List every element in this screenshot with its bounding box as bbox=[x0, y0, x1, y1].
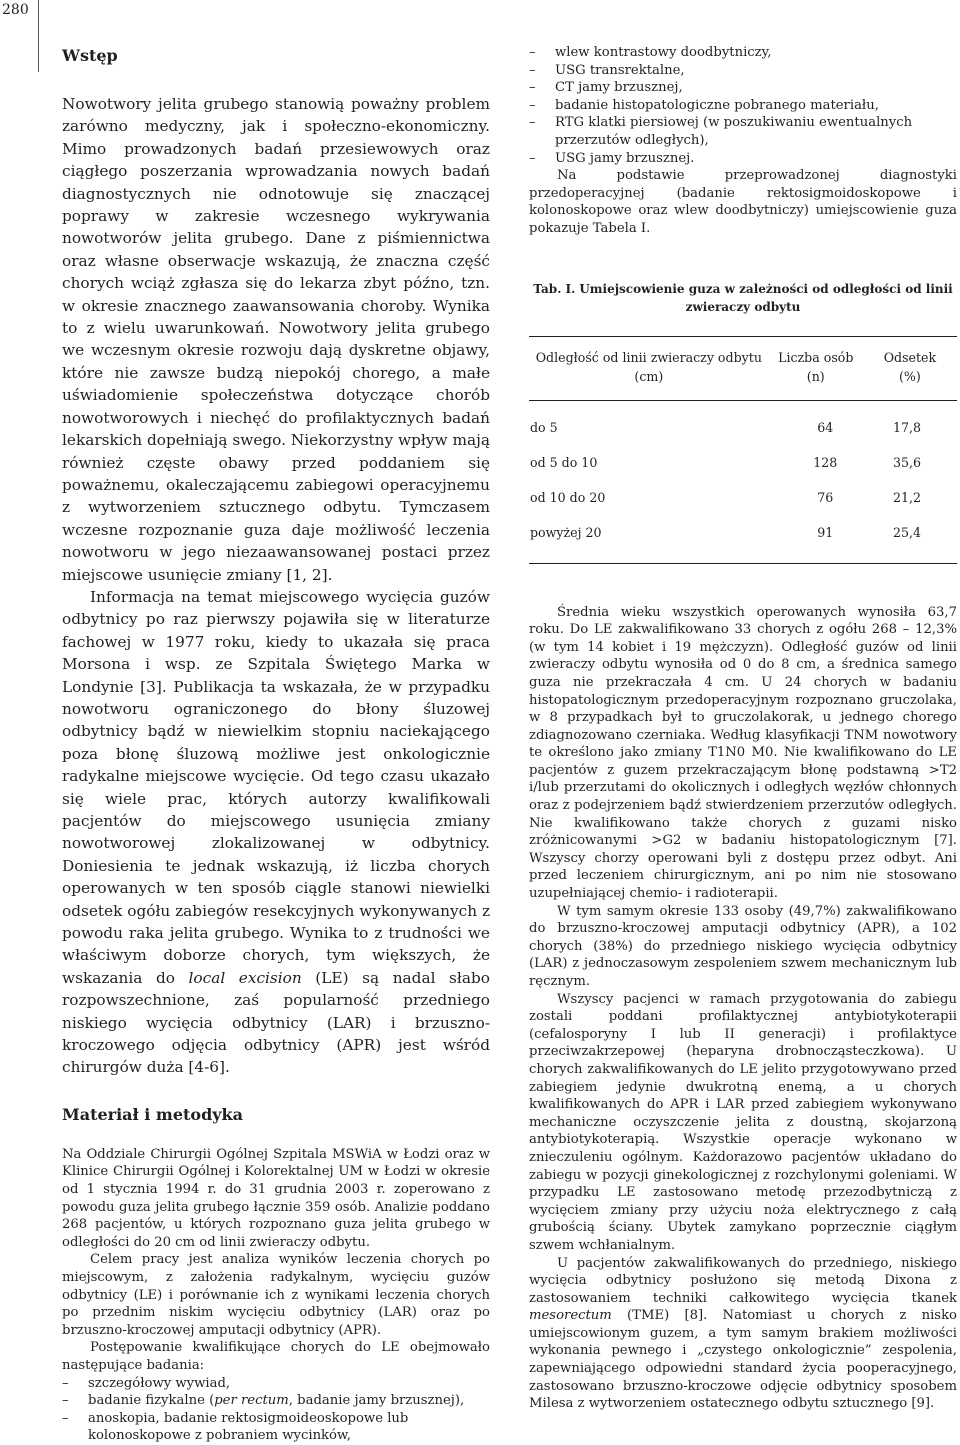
cell-count: 76 bbox=[817, 489, 834, 505]
list-item: – USG transrektalne, bbox=[529, 62, 957, 80]
intro-paragraph-1: Nowotwory jelita grubego stanowią poważny problem zarówno medyczny, jak i społeczno-ekonomiczny. Mimo prowadzonych badań przesiewowych oraz ciągłego poszerzania wprowadzania nowych badań diagnostycznych nie odnotowuje się znaczącej poprawy w zakresie wczesnego wykrywania nowotworów jelita grubego. Dane z piśmiennictwa oraz własne obserwacje wskazują, że znaczna część chorych wciąż zgłasza się do lekarza zbyt późno, tzn. w okresie znacznego zaawansowania choroby. Wynika to z wielu uwarunkowań. Nowotwory jelita grubego we wczesnym okresie rozwoju dają dyskretne objawy, które nie zawsze budzą niepokój chorego, a małe uświadomienie społeczeństwa dotyczące chorób nowotworowych i niechęć do profilaktycznych badań lekarskich dopełniają swego. Niekorzystny wpływ mają również częste obawy przed poddaniem się poważnemu, okaleczającemu zabiegowi operacyjnemu z wytworzeniem sztucznego odbytu. Tymczasem wczesne rozpoznanie guza daje możliwość leczenia nowotworu w jego niezaawansowanej postaci przez miejscowe usunięcie zmiany [1, 2]. bbox=[62, 95, 490, 584]
section-heading-intro: Wstęp bbox=[62, 46, 118, 65]
diagnostics-paragraph: Na podstawie przeprowadzonej diagnostyki przedoperacyjnej (badanie rektosigmoidoskopowe i kolonoskopowe oraz wlew doodbytniczy) umiejscowienie guza pokazuje Tabela I. bbox=[529, 168, 957, 236]
right-column bbox=[529, 44, 957, 1413]
cell-percent: 21,2 bbox=[892, 489, 921, 505]
list-item: – anoskopia, badanie rektosigmoideoskopowe lub kolonoskopowe z pobraniem wycinków, bbox=[62, 1410, 490, 1445]
table-header-percent: Odsetek (%) bbox=[863, 336, 957, 400]
cell-count: 91 bbox=[769, 515, 863, 564]
results-paragraph-4: U pacjentów zakwalifikowanych do przedniego, niskiego wycięcia odbytnicy posłużono się metodą Dixona z zastosowaniem techniki całkowitego wycięcia tkanek mesorectum (TME) [8]. Natomiast u chorych z nisko umiejscowionym guzem, a tym samym brakiem możliwości wykonania pewnego i „czystego onkologicznie” zespolenia, zapewniającego odpowiedni standard życia pooperacyjnego, zastosowano brzuszno-kroczowe odjęcie odbytnicy sposobem Milesa z wytworzeniem ostatecznego odbytu sztucznego [9]. bbox=[529, 1255, 957, 1412]
list-item: – USG jamy brzusznej. bbox=[529, 150, 957, 168]
qualification-list-part-2 bbox=[529, 44, 957, 167]
page-header-rule bbox=[38, 0, 39, 72]
italic-term-local-excision: local excision bbox=[188, 968, 302, 987]
intro-paragraph-2: Informacja na temat miejscowego wycięcia guzów odbytnicy po raz pierwszy pojawiła się w literaturze fachowej w 1977 roku, kiedy to ukazała się praca Morsona i wsp. ze Szpitala Świętego Marka w Londynie [3]. Publikacja ta wskazała, że w przypadku nowotworu ograniczonego do błony śluzowej odbytnicy bądź w niewielkim stopniu naciekającego poza błonę śluzową możliwe jest onkologicznie radykalne miejscowe wycięcie. Od tego czasu ukazało się wiele prac, których autorzy kwalifikowali pacjentów do miejscowego usunięcia zmiany nowotworowej zlokalizowanej w odbytnicy. Doniesienia te jednak wskazują, iż liczba chorych operowanych w ten sposób ciągle stanowi niewielki odsetek ogółu zabiegów resekcyjnych wykonywanych z powodu raka jelita grubego. Wynika to z trudności we właściwym doborze chorych, tym większych, że wskazania do local excision (LE) są nadal słabo rozpowszechnione, zaś popularność przedniego niskiego wycięcia odbytnicy (LAR) i brzuszno-kroczowego odjęcia odbytnicy (APR) jest wśród chirurgów duża [4-6]. bbox=[62, 587, 491, 1077]
qualification-list-part-1 bbox=[62, 1375, 490, 1445]
methods-paragraph-3: Postępowanie kwalifikujące chorych do LE obejmowało następujące badania: bbox=[62, 1340, 490, 1373]
cell-count: 128 bbox=[813, 454, 838, 470]
cell-percent: 25,4 bbox=[863, 515, 957, 564]
table-caption bbox=[529, 280, 957, 316]
results-paragraph-2: W tym samym okresie 133 osoby (49,7%) zakwalifikowano do brzuszno-kroczowej amputacji odbytnicy (APR), a 102 chorych (38%) do przedniego niskiego wycięcia odbytnicy (LAR) z jednoczasowym zespoleniem szwem mechanicznym lub ręcznym. bbox=[529, 903, 957, 989]
table-title: Umiejscowienie guza w zależności od odległości od linii zwieraczy odbytu bbox=[579, 281, 953, 314]
left-column bbox=[62, 38, 490, 1445]
cell-range: od 10 do 20 bbox=[530, 489, 606, 505]
section-heading-methods: Materiał i metodyka bbox=[62, 1104, 244, 1124]
cell-range: do 5 bbox=[530, 419, 558, 435]
italic-term-mesorectum: mesorectum bbox=[529, 1308, 612, 1324]
table-row bbox=[529, 445, 957, 480]
cell-range: od 5 do 10 bbox=[530, 454, 598, 470]
page-number: 280 bbox=[2, 2, 29, 18]
list-item: – badanie histopatologiczne pobranego materiału, bbox=[529, 97, 957, 115]
list-item: – badanie fizykalne (per rectum, badanie jamy brzusznej), bbox=[62, 1392, 490, 1410]
tumor-location-table bbox=[529, 336, 957, 564]
cell-percent: 17,8 bbox=[892, 419, 921, 435]
results-paragraph-3: Wszyscy pacjenci w ramach przygotowania do zabiegu zostali poddani profilaktycznej antybiotykoterapii (cefalosporyny I lub II generacji) i profilaktyce przeciwzakrzepowej (heparyna drobnocząsteczkowa). U chorych zakwalifikowanych do LE jelito przygotowywano przed zabiegiem jedynie dwukrotną enemą, a u chorych kwalifikowanych do APR i LAR przed zabiegiem wykonywano mechaniczne oczyszczenie jelita z doustną, skojarzoną antybiotykoterapią. Wszystkie operacje wykonano w znieczuleniu ogólnym. Każdorazowo pacjentów układano do zabiegu w pozycji ginekologicznej z rozchylonymi goleniami. W przypadku LE zastosowano metodę przezodbytniczą z wycięciem zmiany przy użyciu noża elektrycznego z całą grubością ściany. Ubytek zamykano poprzecznie ciągłym szwem wchłanialnym. bbox=[529, 991, 957, 1253]
list-item: – RTG klatki piersiowej (w poszukiwaniu ewentualnych przerzutów odległych), bbox=[529, 114, 957, 149]
results-paragraph-1: Średnia wieku wszystkich operowanych wynosiła 63,7 roku. Do LE zakwalifikowano 33 chorych z ogółu 268 – 12,3% (w tym 14 kobiet i 19 mężczyzn). Odległość guzów od linii zwieraczy odbytu wynosiła od 0 do 8 cm, a średnica samego guza nie przekraczała 4 cm. U 24 chorych w badaniu histopatologicznym przedoperacyjnym rozpoznano gruczolaka, w 8 przypadkach był to gruczolakorak, u jednego chorego zdiagnozowano czerniaka. Według klasyfikacji TNM nowotwory te określono jako zmiany T1N0 M0. Nie kwalifikowano do LE pacjentów z guzem przekraczającym błonę podstawną >T2 i/lub przerzutami do okolicznych i odległych węzłów chłonnych oraz z podejrzeniem bądź stwierdzeniem przerzutów odległych. Nie kwalifikowano także chorych z guzami nisko zróżnicowanymi >G2 w badaniu histopatologicznym [7]. Wszyscy chorzy operowani byli z dostępu przez odbyt. Ani przed leczeniem chirurgicznym, ani po nim nie stosowano uzupełniającej chemio- i radioterapii. bbox=[529, 604, 957, 902]
methods-paragraph-2: Celem pracy jest analiza wyników leczenia chorych po miejscowym, z założenia radykalnym, wycięciu guzów odbytnicy (LE) i porównanie ich z wynikami leczenia chorych po przednim niskim wycięciu odbytnicy (LAR) oraz po brzuszno-kroczowej amputacji odbytnicy (APR). bbox=[62, 1252, 490, 1338]
cell-percent: 35,6 bbox=[892, 454, 921, 470]
cell-range: powyżej 20 bbox=[529, 515, 769, 564]
table-label: Tab. I. bbox=[533, 281, 576, 296]
list-item: – CT jamy brzusznej, bbox=[529, 79, 957, 97]
table-row bbox=[529, 515, 957, 564]
table-row bbox=[529, 480, 957, 515]
list-item: – szczegółowy wywiad, bbox=[62, 1375, 490, 1393]
cell-count: 64 bbox=[817, 419, 834, 435]
table-row bbox=[529, 400, 957, 445]
table-header-count: Liczba osób (n) bbox=[769, 336, 863, 400]
table-header-distance: Odległość od linii zwieraczy odbytu (cm) bbox=[529, 336, 769, 400]
methods-paragraph-1: Na Oddziale Chirurgii Ogólnej Szpitala MSWiA w Łodzi oraz w Klinice Chirurgii Ogólnej i Kolorektalnej UM w Łodzi w okresie od 1 stycznia 1994 r. do 31 grudnia 2003 r. zoperowano z powodu guza jelita grubego łącznie 359 osób. Analizie poddano 268 pacjentów, u których rozpoznano guza jelita grubego w odległości do 20 cm od linii zwieraczy odbytu. bbox=[62, 1146, 490, 1250]
list-item: – wlew kontrastowy doodbytniczy, bbox=[529, 44, 957, 62]
